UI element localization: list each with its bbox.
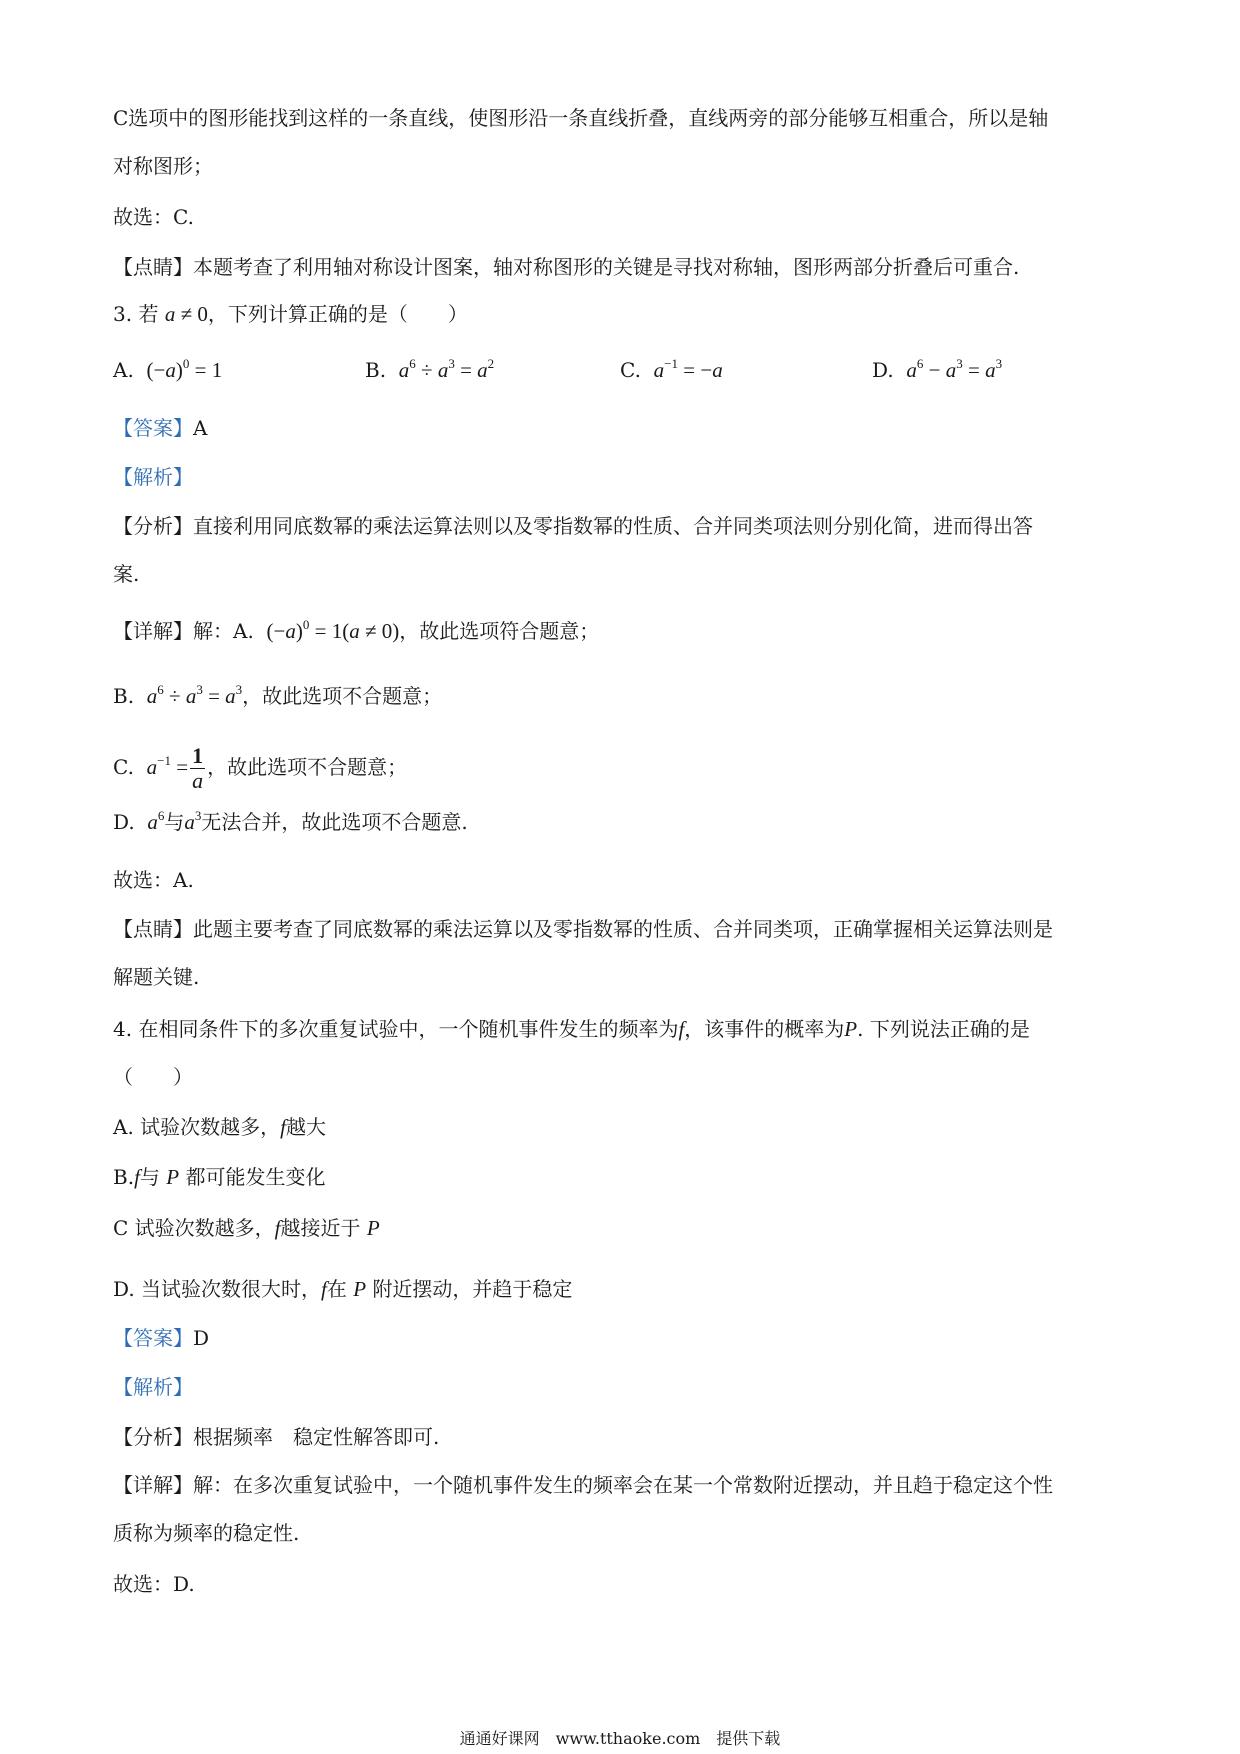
variable: f — [274, 1216, 281, 1240]
xiangjie-c-line: C. $a^{-1}$ = $\frac{1}{a}$ ，故此选项不合题意； — [113, 743, 408, 793]
xiangjie-suffix: ，故此选项不合题意； — [242, 684, 443, 708]
xiangjie-mid: 与 — [164, 810, 185, 834]
variable: P — [353, 1277, 367, 1301]
option-b — [113, 1163, 325, 1191]
dianjing-line — [113, 915, 1053, 943]
dianjing-text: 本题考查了利用轴对称设计图案，轴对称图形的关键是寻找对称轴，图形两部分折叠后可重合. — [193, 255, 1020, 279]
stem-text: . 下列说法正确的是 — [857, 1017, 1030, 1041]
xiangjie-b-line: B. $a^6 \div a^3 = a^3$，故此选项不合题意； — [113, 682, 443, 708]
dianjing-text: 此题主要考查了同底数幂的乘法运算以及零指数幂的性质、合并同类项，正确掌握相关运算法则是 — [193, 917, 1053, 941]
xiangjie-text: 解：在多次重复试验中，一个随机事件发生的频率会在某一个常数附近摆动，并且趋于稳定这个性 — [193, 1473, 1053, 1497]
answer-line — [113, 1324, 209, 1352]
text-line: 故选：A. — [113, 868, 194, 892]
answer-value: A — [193, 416, 208, 440]
variable: P — [844, 1017, 858, 1041]
answer-tag: 【答案】 — [113, 1326, 193, 1350]
text-line: 解题关键. — [113, 965, 200, 989]
option-c — [113, 1214, 380, 1242]
xiangjie-d-line: D. $a^6$与$a^3$无法合并，故此选项不合题意. — [113, 808, 468, 834]
xiangjie-tag: 【详解】 — [113, 619, 193, 643]
variable: f — [321, 1277, 327, 1301]
xiangjie-line — [113, 1471, 1053, 1499]
option-label: D. — [872, 358, 894, 382]
page-footer: 通通好课网 www.tthaoke.com 提供下载 — [459, 1729, 781, 1748]
variable: P — [166, 1165, 180, 1189]
xiangjie-prefix: C. — [113, 755, 134, 779]
option-text: C 试验次数越多， — [113, 1216, 275, 1240]
variable: f — [134, 1165, 140, 1189]
option-text: D. 当试验次数很大时， — [113, 1277, 322, 1301]
variable: P — [366, 1216, 380, 1240]
question-number: 3. 若 — [113, 302, 159, 326]
option-label: C. — [620, 358, 641, 382]
option-text: 在 — [326, 1277, 347, 1301]
option-text: 与 — [139, 1165, 160, 1189]
question-3-stem — [113, 300, 468, 328]
xiangjie-prefix: B. — [113, 684, 135, 708]
fenxi-tag: 【分析】 — [113, 1425, 193, 1449]
option-d — [113, 1275, 572, 1303]
xiangjie-suffix: ，故此选项不合题意； — [207, 755, 408, 779]
option-text: 附近摆动，并趋于稳定 — [372, 1277, 573, 1301]
variable: a — [164, 302, 176, 326]
fenxi-tag: 【分析】 — [113, 514, 193, 538]
text-line: 故选：D. — [113, 1572, 195, 1596]
variable: f — [678, 1017, 685, 1041]
text-line: 对称图形； — [113, 154, 213, 178]
option-a — [113, 1113, 326, 1141]
text-line: 案. — [113, 562, 140, 586]
dianjing-tag: 【点睛】 — [113, 255, 193, 279]
option-b: B. $a^6 \div a^3 = a^2$ — [365, 356, 495, 382]
option-label: B. — [365, 358, 387, 382]
fenxi-line — [113, 512, 1033, 540]
answer-value: D — [193, 1326, 210, 1350]
option-a: A. $(-a)^0 = 1$ — [113, 356, 223, 382]
stem-text: ，该事件的概率为 — [684, 1017, 845, 1041]
answer-tag: 【答案】 — [113, 416, 193, 440]
dianjing-line — [113, 253, 1019, 281]
variable: f — [280, 1115, 287, 1139]
text-line: 质称为频率的稳定性. — [113, 1521, 300, 1545]
condition: ≠ 0 — [175, 302, 208, 326]
question-tail: ，下列计算正确的是（ ） — [207, 302, 468, 326]
xiangjie-prefix: 解：A. — [193, 619, 254, 643]
xiangjie-suffix: ，故此选项符合题意； — [399, 619, 600, 643]
fenxi-line — [113, 1423, 439, 1451]
text-line: 故选：C. — [113, 205, 194, 229]
xiangjie-suffix: 无法合并，故此选项不合题意. — [201, 810, 468, 834]
option-c: C. $a^{-1} = -a$ — [620, 356, 723, 382]
option-text: B. — [113, 1165, 135, 1189]
text-line: （ ） — [113, 1065, 193, 1089]
option-text: A. 试验次数越多， — [113, 1115, 281, 1139]
option-d: D. $a^6 - a^3 = a^3$ — [872, 356, 1003, 382]
fenxi-text: 根据频率 稳定性解答即可. — [193, 1425, 440, 1449]
text-line: C选项中的图形能找到这样的一条直线，使图形沿一条直线折叠，直线两旁的部分能够互相重合，所以是轴 — [113, 106, 1049, 130]
analysis-tag: 【解析】 — [113, 465, 193, 489]
dianjing-tag: 【点睛】 — [113, 917, 193, 941]
option-label: A. — [113, 358, 134, 382]
option-text: 越接近于 — [280, 1216, 361, 1240]
stem-text: 4. 在相同条件下的多次重复试验中，一个随机事件发生的频率为 — [113, 1017, 679, 1041]
answer-line — [113, 414, 207, 442]
question-4-stem — [113, 1015, 1030, 1043]
option-text: 都可能发生变化 — [185, 1165, 326, 1189]
xiangjie-a-line: 【详解】解：A. $(-a)^0 = 1(a \ne 0)$，故此选项符合题意； — [113, 617, 600, 643]
analysis-tag: 【解析】 — [113, 1375, 193, 1399]
xiangjie-prefix: D. — [113, 810, 135, 834]
fraction: $\frac{1}{a}$ — [192, 743, 204, 793]
option-text: 越大 — [286, 1115, 327, 1139]
xiangjie-tag: 【详解】 — [113, 1473, 193, 1497]
fenxi-text: 直接利用同底数幂的乘法运算法则以及零指数幂的性质、合并同类项法则分别化简，进而得出答 — [193, 514, 1033, 538]
